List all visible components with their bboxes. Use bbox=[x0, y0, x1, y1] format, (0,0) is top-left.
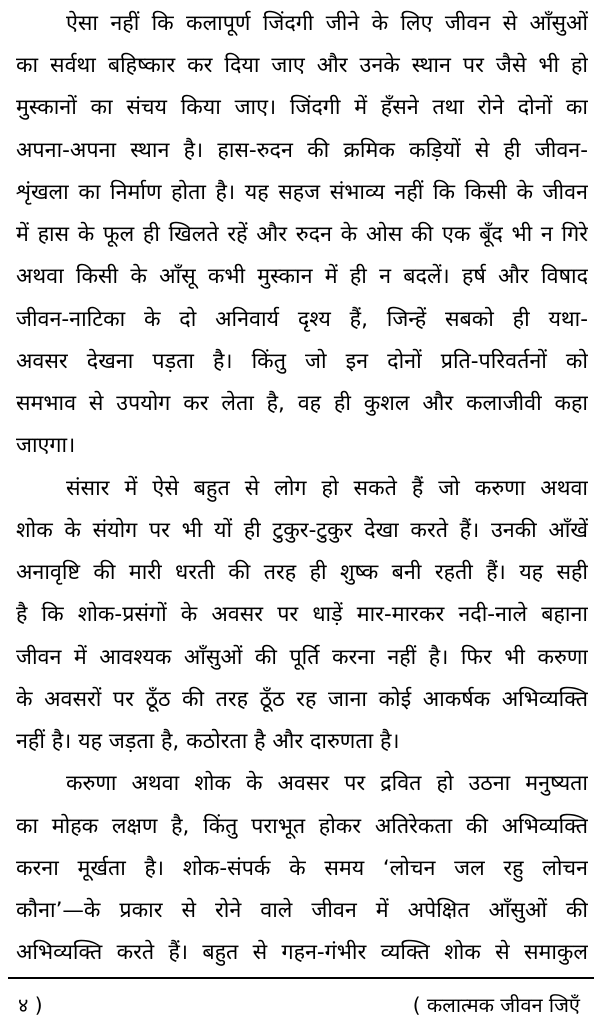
text-line: अनावृष्टि की मारी धरती की तरह ही शुष्क बनी रहती हैं। यह सही bbox=[16, 560, 588, 585]
running-footer-title: ( कलात्मक जीवन जिएँ bbox=[412, 993, 580, 1017]
text-line: ऐसा नहीं कि कलापूर्ण जिंदगी जीने के लिए जीवन से आँसुओं bbox=[66, 11, 588, 36]
text-line: शोक के संयोग पर भी यों ही टुकुर-टुकुर देखा करते हैं। उनकी आँखें bbox=[16, 518, 588, 543]
text-line: अथवा किसी के आँसू कभी मुस्कान में ही न बदलें। हर्ष और विषाद bbox=[16, 264, 588, 289]
text-line: अवसर देखना पड़ता है। किंतु जो इन दोनों प्रति-परिवर्तनों को bbox=[16, 349, 588, 374]
page-number: ४ ) bbox=[18, 993, 43, 1017]
text-line: जाएगा। bbox=[16, 433, 76, 458]
text-line: संसार में ऐसे बहुत से लोग हो सकते हैं जो करुणा अथवा bbox=[66, 476, 588, 501]
text-line: समभाव से उपयोग कर लेता है, वह ही कुशल और कलाजीवी कहा bbox=[16, 391, 588, 416]
text-line: अपना-अपना स्थान है। हास-रुदन की क्रमिक कड़ियों से ही जीवन- bbox=[16, 138, 588, 163]
text-line: अभिव्यक्ति करते हैं। बहुत से गहन-गंभीर व्यक्ति शोक से समाकुल bbox=[16, 940, 588, 965]
text-line: शृंखला का निर्माण होता है। यह सहज संभाव्य नहीं कि किसी के जीवन bbox=[16, 180, 588, 205]
text-line: में हास के फूल ही खिलते रहें और रुदन के ओस की एक बूँद भी न गिरे bbox=[16, 222, 588, 247]
text-line: मुस्कानों का संचय किया जाए। जिंदगी में हँसने तथा रोने दोनों का bbox=[16, 95, 588, 120]
text-line: के अवसरों पर ठूँठ की तरह ठूँठ रह जाना कोई आकर्षक अभिव्यक्ति bbox=[16, 687, 588, 712]
text-line: कौना’—के प्रकार से रोने वाले जीवन में अपेक्षित आँसुओं की bbox=[16, 898, 588, 923]
text-line: नहीं है। यह जड़ता है, कठोरता है और दारुणता है। bbox=[16, 729, 400, 754]
text-line: है कि शोक-प्रसंगों के अवसर पर धाड़ें मार-मारकर नदी-नाले बहाना bbox=[16, 602, 588, 627]
text-line: का मोहक लक्षण है, किंतु पराभूत होकर अतिरेकता की अभिव्यक्ति bbox=[16, 814, 588, 839]
text-line: का सर्वथा बहिष्कार कर दिया जाए और उनके स्थान पर जैसे भी हो bbox=[16, 53, 588, 78]
text-line: करुणा अथवा शोक के अवसर पर द्रवित हो उठना मनुष्यता bbox=[66, 771, 588, 796]
text-line: करना मूर्खता है। शोक-संपर्क के समय ‘लोचन जल रहु लोचन bbox=[16, 856, 588, 881]
text-line: जीवन में आवश्यक आँसुओं की पूर्ति करना नहीं है। फिर भी करुणा bbox=[16, 645, 588, 670]
footer-divider bbox=[8, 977, 594, 979]
text-line: जीवन-नाटिका के दो अनिवार्य दृश्य हैं, जिन्हें सबको ही यथा- bbox=[16, 307, 588, 332]
